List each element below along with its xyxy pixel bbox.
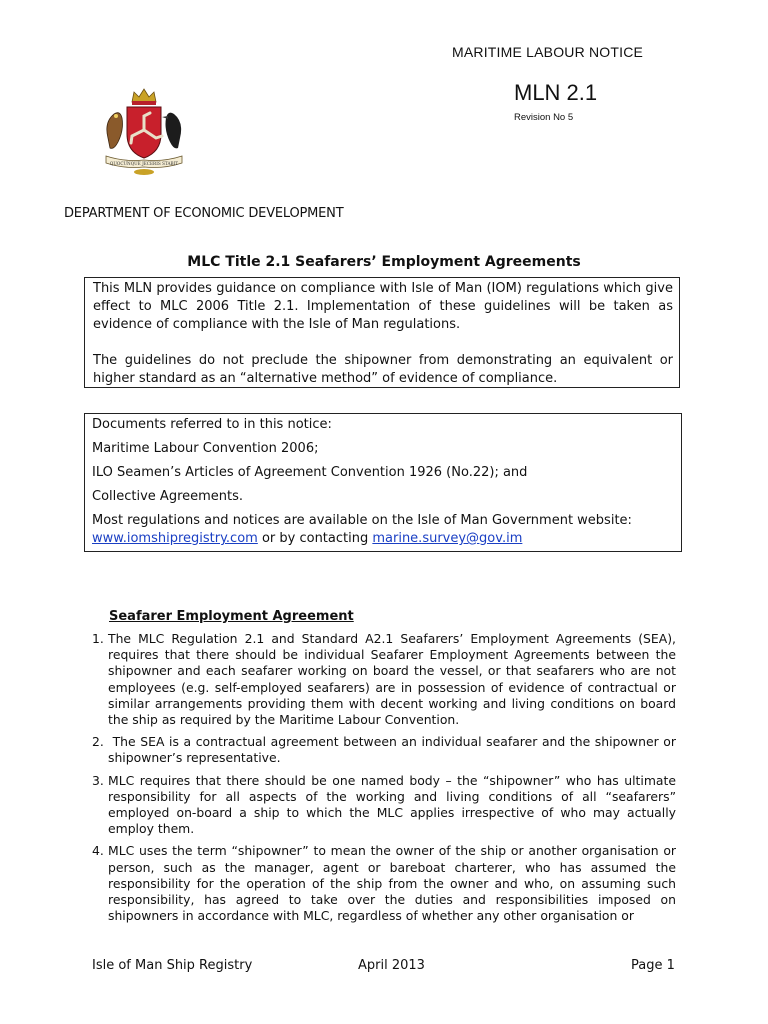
list-item bbox=[84, 773, 676, 838]
section-heading: Seafarer Employment Agreement bbox=[109, 609, 354, 624]
footer-date: April 2013 bbox=[358, 958, 425, 973]
list-item-number: 1. bbox=[92, 631, 104, 646]
revision-label: Revision No 5 bbox=[514, 112, 574, 123]
intro-paragraph-1: This MLN provides guidance on compliance with Isle of Man (IOM) regulations which give effect to MLC 2006 Title 2.1. Implementation of these guidelines will be taken as evidence of compliance with the Isle of Man regulations. bbox=[93, 281, 673, 332]
mln-number: MLN 2.1 bbox=[514, 80, 598, 105]
svg-text:QUOCUNQUE JECERIS STABIT: QUOCUNQUE JECERIS STABIT bbox=[109, 161, 179, 166]
document-title: MLC Title 2.1 Seafarers’ Employment Agreements bbox=[187, 254, 581, 270]
list-item-number: 4. bbox=[92, 843, 104, 859]
website-text: Most regulations and notices are available on the Isle of Man Government website: bbox=[92, 513, 632, 528]
list-item bbox=[84, 734, 680, 766]
reference-item: ILO Seamen’s Articles of Agreement Convention 1926 (No.22); and bbox=[92, 465, 528, 480]
notice-type: MARITIME LABOUR NOTICE bbox=[452, 44, 644, 60]
list-item-number: 2. bbox=[92, 734, 104, 750]
references-box bbox=[84, 413, 682, 552]
list-item-text: The MLC Regulation 2.1 and Standard A2.1 Seafarers’ Employment Agreements (SEA), requires that there should be individual Seafarer Employment Agreements between the shipowner and each seafarer working on board the vessel, or that seafarers who are not employees (e.g. self-employed seafarers) are in possession of evidence of contractual or similar arrangements providing them with decent working and living conditions on board the ship as required by the Maritime Labour Convention. bbox=[108, 631, 676, 728]
department-name: DEPARTMENT OF ECONOMIC DEVELOPMENT bbox=[64, 206, 344, 221]
list-item-number: 3. bbox=[92, 772, 104, 788]
list-item bbox=[84, 631, 676, 728]
references-heading: Documents referred to in this notice: bbox=[92, 417, 332, 432]
footer-registry: Isle of Man Ship Registry bbox=[92, 958, 253, 973]
registry-website-link[interactable]: www.iomshipregistry.com bbox=[92, 531, 258, 546]
footer-page-number: Page 1 bbox=[631, 958, 675, 973]
isle-of-man-coat-of-arms-icon bbox=[94, 86, 194, 178]
list-item-text: MLC requires that there should be one named body – the “shipowner” who has ultimate responsibility for all aspects of the working and living conditions of all “seafarers” employed on-board a ship to which the MLC applies irrespective of who may actually employ them. bbox=[108, 772, 676, 837]
contact-text: or by contacting bbox=[257, 531, 373, 546]
contact-line bbox=[92, 530, 675, 548]
email-link[interactable]: marine.survey@gov.im bbox=[372, 531, 523, 546]
section-list bbox=[84, 631, 680, 930]
intro-paragraph-2: The guidelines do not preclude the shipowner from demonstrating an equivalent or higher standard as an “alternative method” of evidence of compliance. bbox=[93, 353, 673, 386]
reference-item: Collective Agreements. bbox=[92, 489, 244, 504]
list-item-text: The SEA is a contractual agreement between an individual seafarer and the shipowner or shipowner’s representative. bbox=[108, 734, 680, 766]
list-item bbox=[84, 843, 676, 924]
reference-item: Maritime Labour Convention 2006; bbox=[92, 441, 319, 456]
list-item-text: MLC uses the term “shipowner” to mean the owner of the ship or another organisation or person, such as the manager, agent or bareboat charterer, who has assumed the responsibility for the operation of the ship from the owner and who, on assuming such responsibility, has agreed to take over the duties and responsibilities imposed on shipowners in accordance with MLC, regardless of whether any other organisation or bbox=[108, 843, 676, 924]
intro-box bbox=[84, 277, 680, 388]
